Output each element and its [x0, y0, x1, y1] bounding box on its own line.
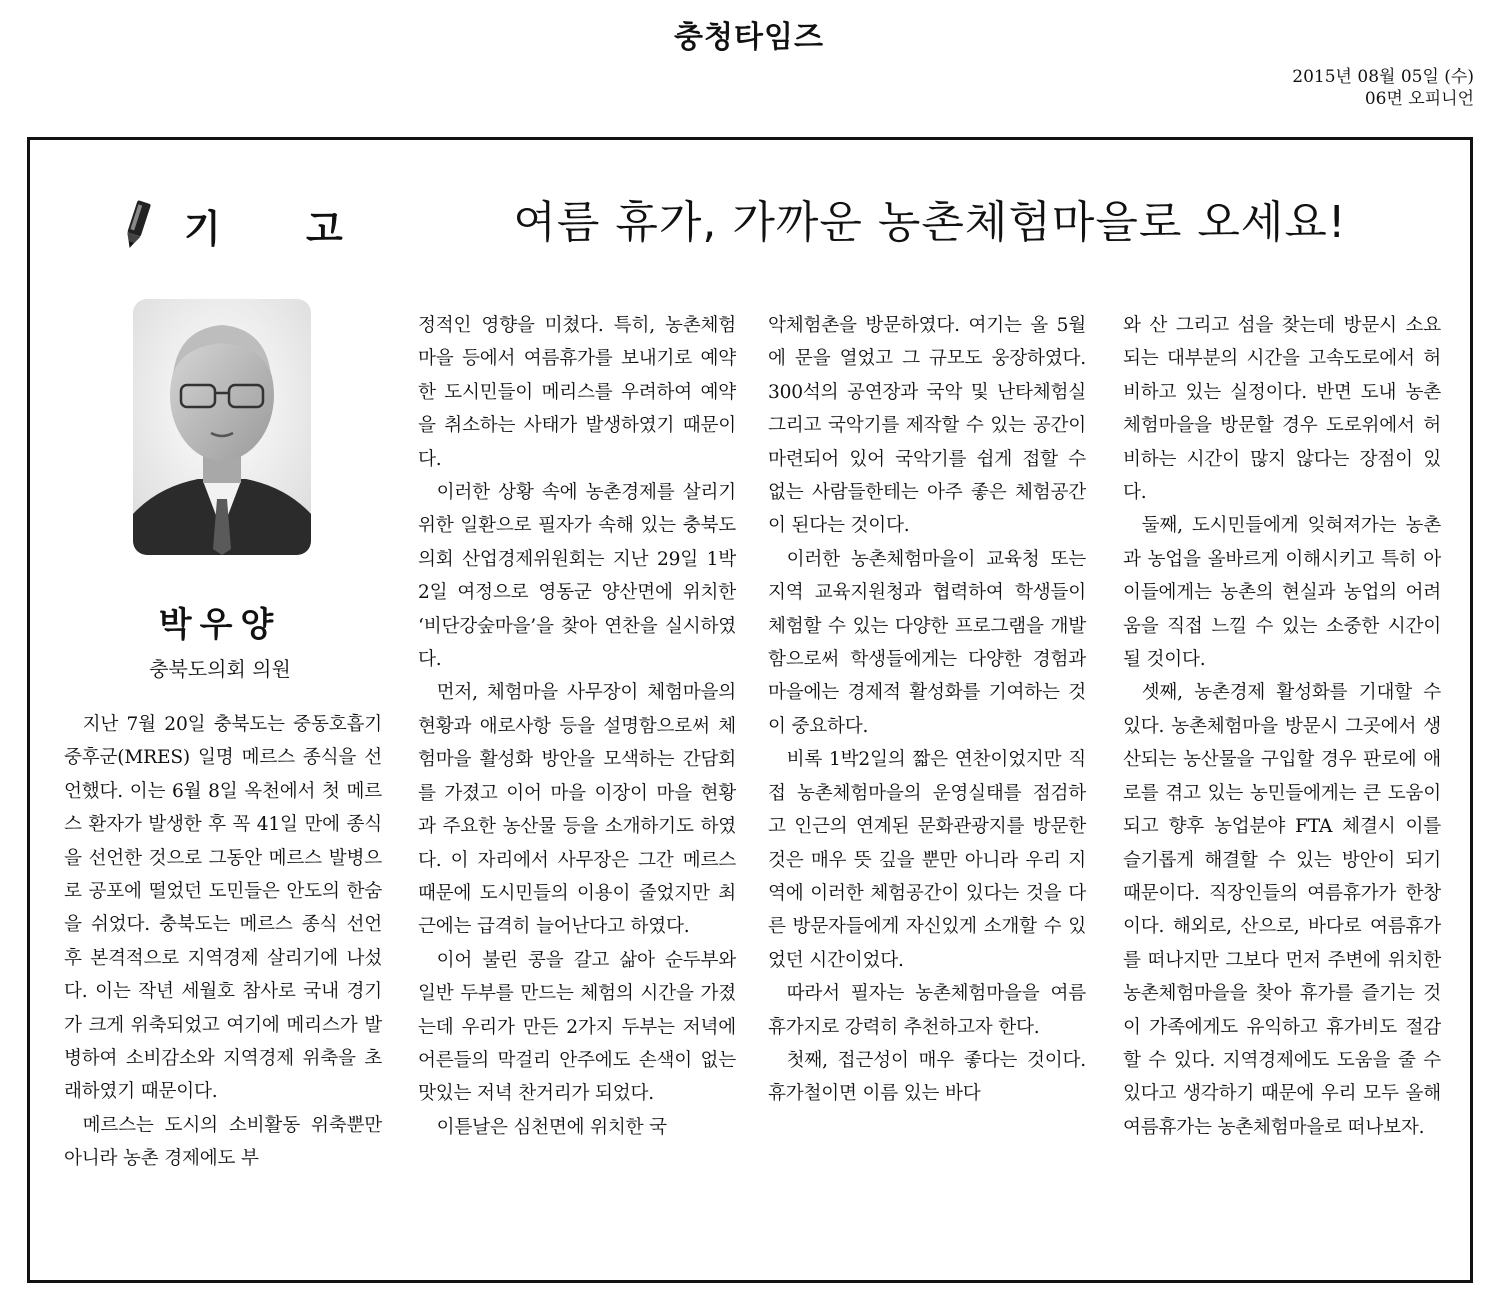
paragraph: 메르스는 도시의 소비활동 위축뿐만 아니라 농촌 경제에도 부 [64, 1114, 382, 1170]
author-photo [133, 299, 311, 555]
paragraph: 이튿날은 심천면에 위치한 국 [436, 1116, 667, 1138]
article-column-2 [418, 309, 736, 1144]
paragraph: 첫째, 접근성이 매우 좋다는 것이다. 휴가철이면 이름 있는 바다 [768, 1049, 1086, 1105]
publication-meta [1292, 66, 1474, 110]
category-text: 기 고 [184, 206, 379, 251]
page-section: 06면 오피니언 [1364, 89, 1474, 109]
paragraph: 둘째, 도시민들에게 잊혀져가는 농촌과 농업을 올바르게 이해시키고 특히 아이들에게는 농촌의 현실과 농업의 어려움을 직접 느낄 수 있는 소중한 시간이 될 것이다. [1123, 515, 1441, 671]
paragraph: 이어 불린 콩을 갈고 삶아 순두부와 일반 두부를 만드는 체험의 시간을 가졌는데 우리가 만든 2가지 두부는 저녁에 어른들의 막걸리 안주에도 손색이 없는 맛있는 저녁 찬거리가 되었다. [418, 949, 736, 1105]
category-label [120, 197, 379, 253]
paragraph: 정적인 영향을 미쳤다. 특히, 농촌체험마을 등에서 여름휴가를 보내기로 예약한 도시민들이 메리스를 우려하여 예약을 취소하는 사태가 발생하였기 때문이다. [418, 315, 736, 470]
paragraph: 따라서 필자는 농촌체험마을을 여름 휴가지로 강력히 추천하고자 한다. [768, 983, 1086, 1038]
author-block [60, 605, 380, 681]
author-title: 충북도의회 의원 [149, 657, 291, 681]
article-column-4 [1123, 309, 1441, 1144]
article-column-3 [768, 309, 1086, 1111]
article-column-1 [64, 708, 382, 1176]
paragraph: 악체험촌을 방문하였다. 여기는 올 5월에 문을 열었고 그 규모도 웅장하였다. 300석의 공연장과 국악 및 난타체험실 그리고 국악기를 제작할 수 있는 공간이 마련되어 있어 국악기를 쉽게 접할 수 없는 사람들한테는 아주 좋은 체험공간이 된다는 것이다. [768, 315, 1086, 537]
paragraph: 먼저, 체험마을 사무장이 체험마을의 현황과 애로사항 등을 설명함으로써 체험마을 활성화 방안을 모색하는 간담회를 가졌고 이어 마을 이장이 마을 현황과 주요한 농산물 등을 소개하기도 하였다. 이 자리에서 사무장은 그간 메르스 때문에 도시민들의 이용이 줄었지만 최근에는 급격히 늘어난다고 하였다. [418, 682, 736, 938]
paragraph: 와 산 그리고 섬을 찾는데 방문시 소요되는 대부분의 시간을 고속도로에서 허비하고 있는 실정이다. 반면 도내 농촌체험마을을 방문할 경우 도로위에서 허비하는 시간이 많지 않다는 장점이 있다. [1123, 315, 1441, 504]
pencil-icon [120, 197, 154, 253]
paragraph: 이러한 상황 속에 농촌경제를 살리기 위한 일환으로 필자가 속해 있는 충북도의회 산업경제위원회는 지난 29일 1박2일 여정으로 영동군 양산면에 위치한 ‘비단강숲마을’을 찾아 연찬을 실시하였다. [418, 482, 736, 671]
author-name: 박우양 [158, 605, 282, 645]
newspaper-name: 충청타임즈 [674, 20, 824, 55]
paragraph: 셋째, 농촌경제 활성화를 기대할 수 있다. 농촌체험마을 방문시 그곳에서 생산되는 농산물을 구입할 경우 판로에 애로를 겪고 있는 농민들에게는 큰 도움이 되고 향후 농업분야 FTA 체결시 이를 슬기롭게 해결할 수 있는 방안이 되기 때문이다. 직장인들의 여름휴가가 한창이다. 해외로, 산으로, 바다로 여름휴가를 떠나지만 그보다 먼저 주변에 위치한 농촌체험마을을 찾아 휴가를 즐기는 것이 가족에게도 유익하고 휴가비도 절감할 수 있다. 지역경제에도 도움을 줄 수 있다고 생각하기 때문에 우리 모두 올해 여름휴가는 농촌체험마을로 떠나보자. [1123, 682, 1441, 1138]
paragraph: 비록 1박2일의 짧은 연찬이었지만 직접 농촌체험마을의 운영실태를 점검하고 인근의 연계된 문화관광지를 방문한 것은 매우 뜻 깊을 뿐만 아니라 우리 지역에 이러한 체험공간이 있다는 것을 다른 방문자들에게 자신있게 소개할 수 있었던 시간이었다. [768, 749, 1086, 971]
publication-date: 2015년 08월 05일 (수) [1292, 67, 1474, 87]
paragraph: 지난 7월 20일 충북도는 중동호흡기중후군(MRES) 일명 메르스 종식을 선언했다. 이는 6월 8일 옥천에서 첫 메르스 환자가 발생한 후 꼭 41일 만에 종식을 선언한 것으로 그동안 메르스 발병으로 공포에 떨었던 도민들은 안도의 한숨을 쉬었다. 충북도는 메르스 종식 선언 후 본격적으로 지역경제 살리기에 나섰다. 이는 작년 세월호 참사로 국내 경기가 크게 위축되었고 여기에 메리스가 발병하여 소비감소와 지역경제 위축을 초래하였기 때문이다. [64, 714, 382, 1103]
paragraph: 이러한 농촌체험마을이 교육청 또는 지역 교육지원청과 협력하여 학생들이 체험할 수 있는 다양한 프로그램을 개발함으로써 학생들에게는 다양한 경험과 마을에는 경제적 활성화를 기여하는 것이 중요하다. [768, 548, 1086, 737]
headline: 여름 휴가, 가까운 농촌체험마을로 오세요! [513, 197, 1347, 248]
